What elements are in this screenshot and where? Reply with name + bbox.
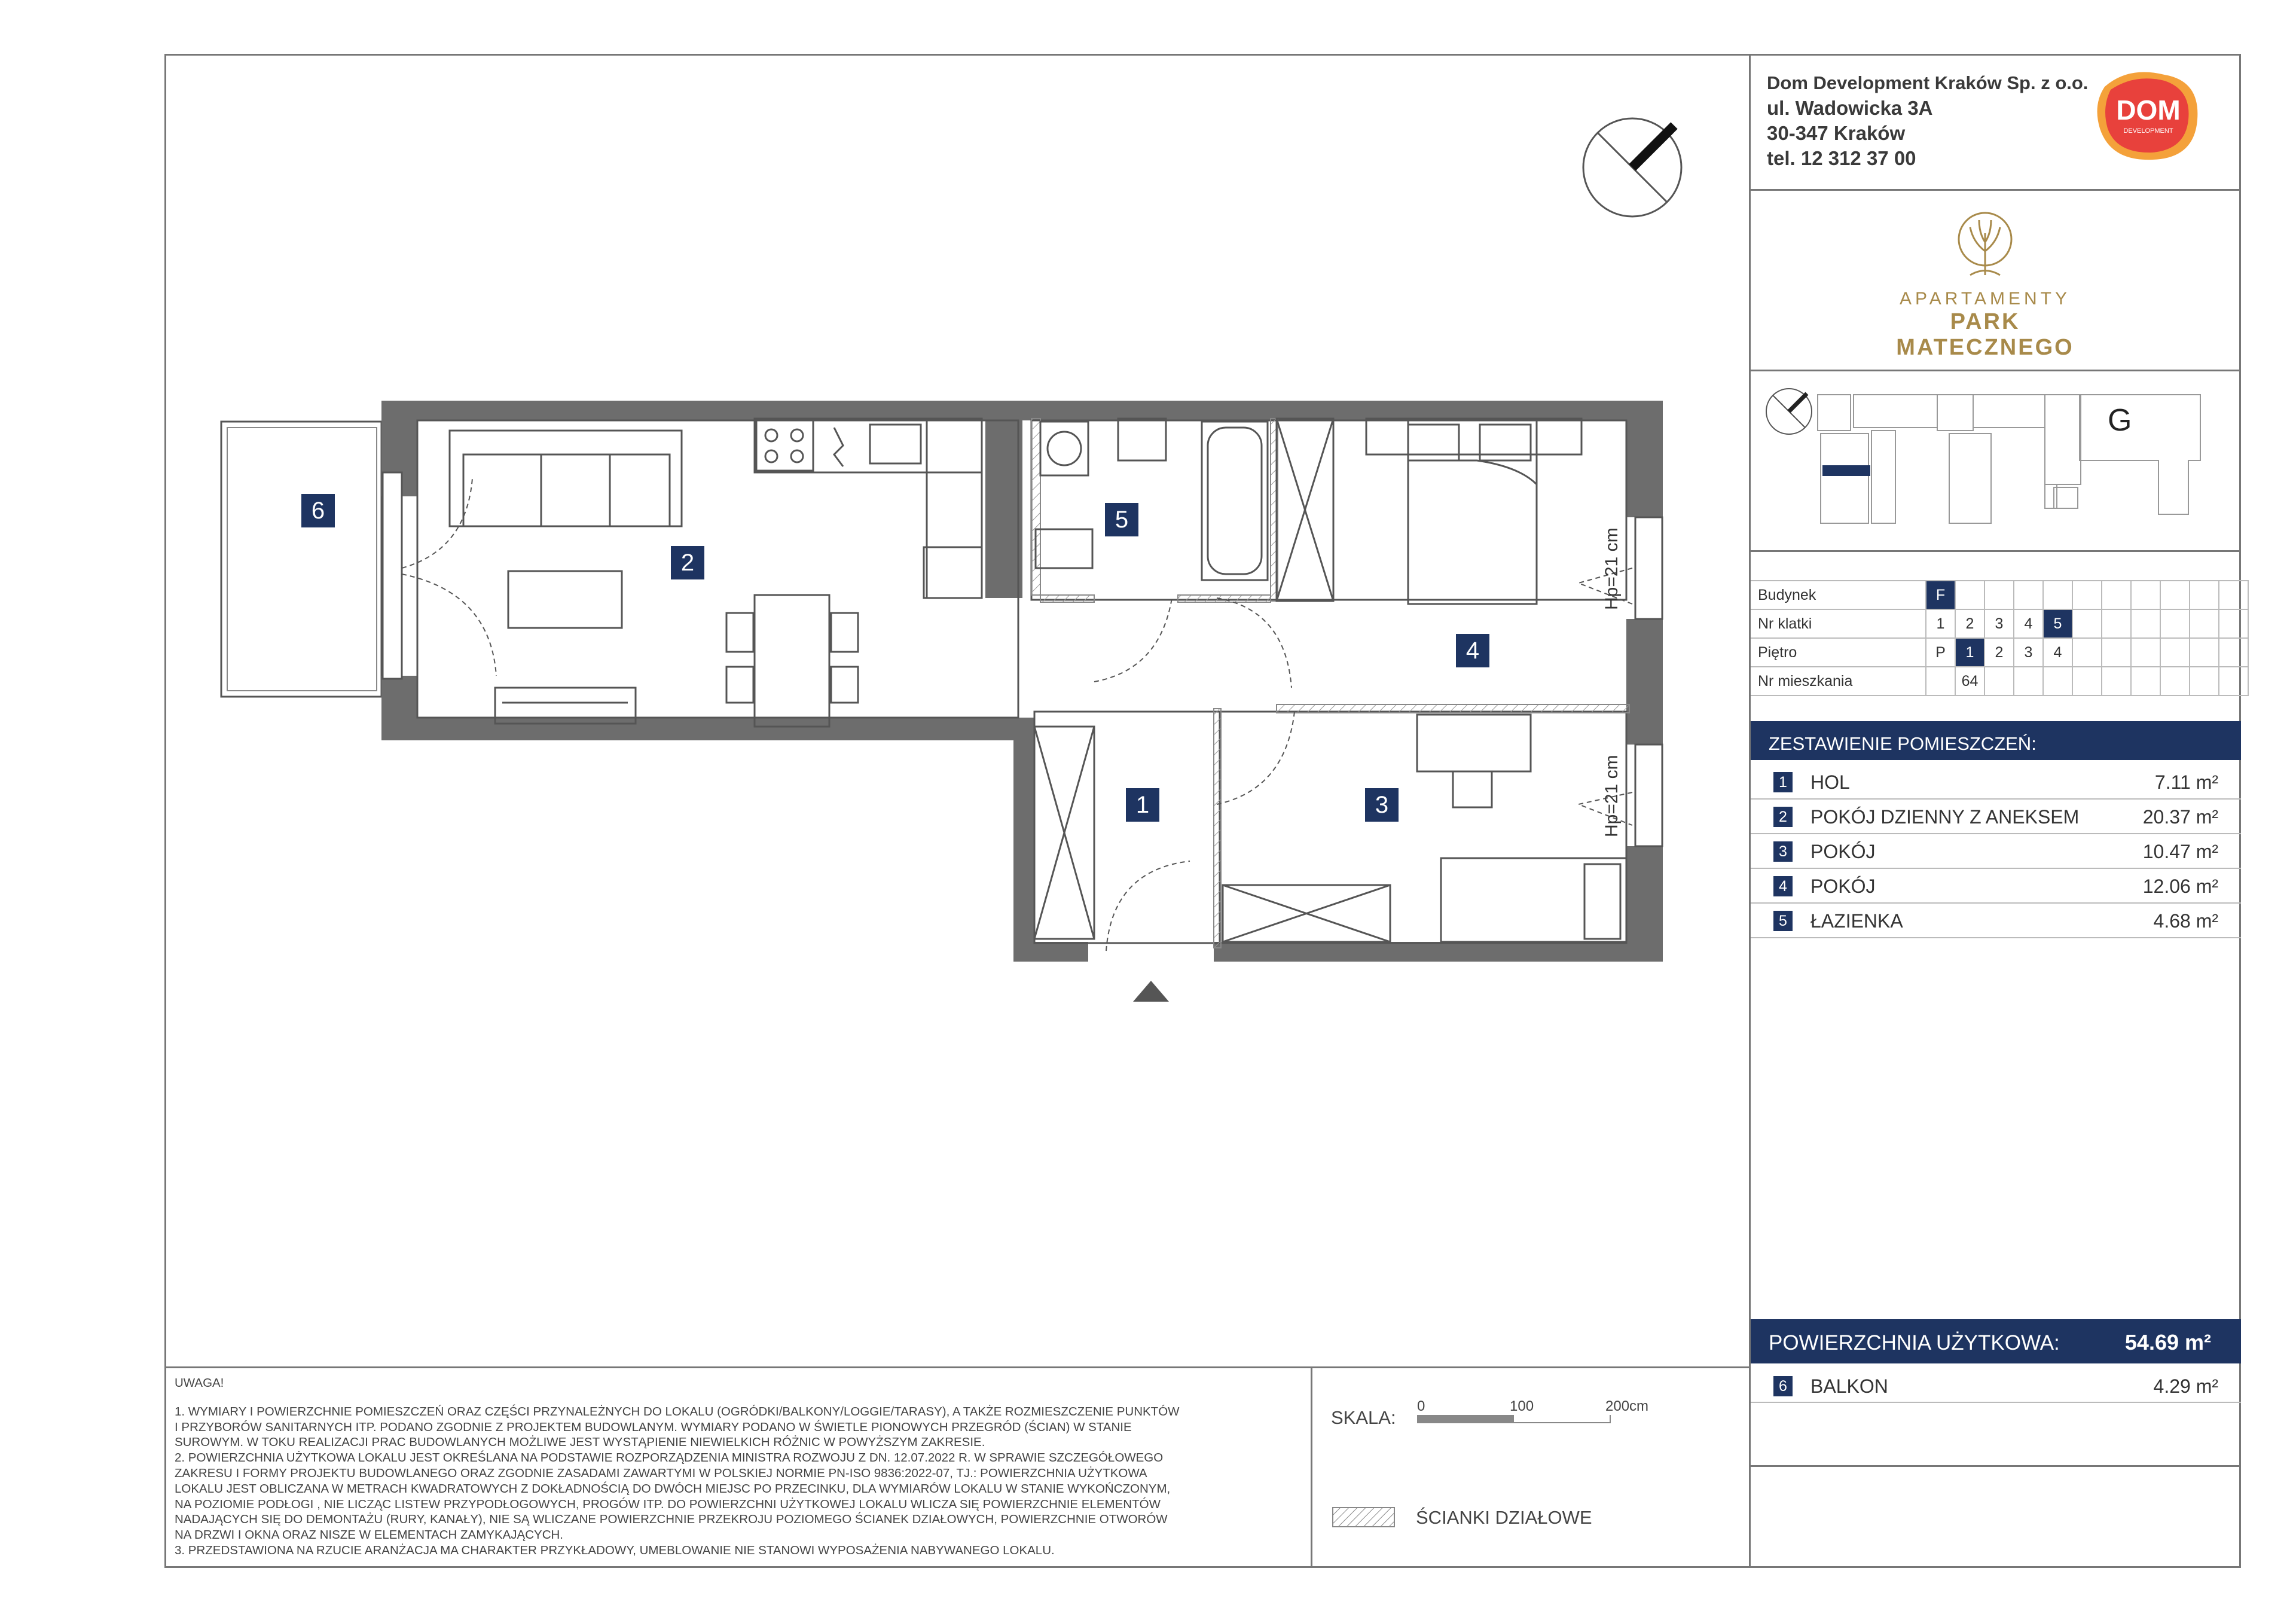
- cell-pietro: 3: [2014, 638, 2043, 667]
- keyplan-building-label: G: [2108, 403, 2132, 438]
- north-compass-icon: [1583, 118, 1681, 216]
- cell-empty: [2160, 581, 2190, 609]
- cell-empty: [2131, 609, 2160, 638]
- tree-icon: [1952, 209, 2018, 281]
- notes-heading: UWAGA!: [175, 1376, 224, 1390]
- room-num: 5: [1773, 911, 1793, 931]
- cell-empty: [2160, 667, 2190, 695]
- room-row: [1751, 764, 2241, 800]
- cell-empty: [1984, 581, 2014, 609]
- project-brand: [1866, 209, 2105, 361]
- row-budynek: [1751, 581, 2248, 609]
- room-row: [1751, 903, 2241, 938]
- room-name: HOL: [1810, 771, 1850, 793]
- scale-tick-200: 200cm: [1605, 1398, 1649, 1414]
- label-mieszkanie: Nr mieszkania: [1751, 667, 1926, 695]
- cell-empty: [2190, 638, 2219, 667]
- notes: [175, 1375, 1299, 1558]
- room-num: 2: [1773, 807, 1793, 827]
- logo-text-top: DOM: [2116, 94, 2181, 126]
- divider-balcony: [1749, 1465, 2241, 1467]
- room-name: ŁAZIENKA: [1810, 910, 1903, 932]
- room-area: 10.47 m²: [2142, 841, 2218, 862]
- bathroom-fixtures: [1036, 419, 1333, 601]
- notes-line: NADAJĄCYCH SIĘ DO DEMONTAŻU (RURY, KANAŁY), NIE SĄ WLICZANE POWIERZCHNIE PRZEKROJU POZIOMEGO ŚCIANEK DZIAŁOWYCH, POWIERZCHNIE OTWORÓW: [175, 1512, 1168, 1527]
- row-mieszkanie: [1751, 667, 2248, 695]
- room-area: 7.11 m²: [2154, 771, 2218, 793]
- cell-empty: [2131, 581, 2160, 609]
- company-name: Dom Development Kraków Sp. z o.o.: [1767, 72, 2089, 93]
- cell-empty: [2072, 667, 2102, 695]
- dom-development-logo: [2087, 63, 2206, 164]
- cell-budynek: F: [1926, 581, 1955, 609]
- divider-scale: [1311, 1366, 1312, 1568]
- room-area: 4.29 m²: [2153, 1375, 2218, 1397]
- entrance-arrow-icon: [1133, 981, 1169, 1002]
- company-street: ul. Wadowicka 3A: [1767, 97, 1933, 119]
- row-klatka: [1751, 609, 2248, 638]
- coffee-table: [508, 571, 622, 628]
- cell-empty: [2043, 581, 2072, 609]
- label-klatka: Nr klatki: [1751, 609, 1926, 638]
- notes-line: 3. PRZEDSTAWIONA NA RZUCIE ARANŻACJA MA CHARAKTER PRZYKŁADOWY, UMEBLOWANIE NIE STANOWI WYPOSAŻENIA NABYWANEGO LOKALU.: [175, 1543, 1055, 1557]
- notes-line: ZAKRESU I FORMY PROJEKTU BUDOWLANEGO ORAZ ZGODNIE ZASADAMI ZAWARTYMI W POLSKIEJ NORMIE PN-ISO 9836:2022-07, TJ.: POWIERZCHNIA UŻYTKOWA: [175, 1466, 1147, 1480]
- label-budynek: Budynek: [1751, 581, 1926, 609]
- rooms-header: [1751, 721, 2241, 760]
- room-num: 6: [1773, 1376, 1793, 1396]
- room-area: 4.68 m²: [2153, 910, 2218, 932]
- cell-empty: [2102, 638, 2131, 667]
- scale-tick-0: 0: [1417, 1398, 1425, 1414]
- notes-line: I PRZYBORÓW SANITARNYCH ITP. PODANO ZGODNIE Z PROJEKTEM BUDOWLANYM. WYMIARY PODANO W ŚWIETLE PIONOWYCH PRZEGRÓD (ŚCIAN) W STANIE: [175, 1420, 1132, 1434]
- room-row: [1751, 834, 2241, 869]
- room-name: POKÓJ: [1810, 875, 1876, 897]
- scale-label: SKALA:: [1331, 1407, 1396, 1428]
- cell-empty: [1955, 581, 1984, 609]
- room-num: 4: [1773, 876, 1793, 896]
- total-label: POWIERZCHNIA UŻYTKOWA:: [1769, 1331, 2060, 1354]
- divider-keyplan: [1749, 550, 2241, 552]
- cell-empty: [2072, 609, 2102, 638]
- cell-empty: [1926, 667, 1955, 695]
- room-label-4: 4: [1456, 634, 1489, 667]
- partition-walls: [1031, 419, 1629, 948]
- legend-hatch-swatch: [1332, 1507, 1395, 1527]
- exterior-walls: [381, 401, 1663, 962]
- room-area: 12.06 m²: [2142, 875, 2218, 897]
- room-row: [1751, 799, 2241, 834]
- room-row: [1751, 868, 2241, 904]
- kitchen: [755, 419, 982, 598]
- cell-empty: [2190, 581, 2219, 609]
- room-name: POKÓJ: [1810, 841, 1876, 862]
- key-plan: [1764, 383, 2230, 538]
- notes-line: SUROWYM. W TOKU REALIZACJI PRAC BUDOWLANYCH MOŻLIWE JEST WYSTĄPIENIE NIEWIELKICH RÓŻNIC W POWYŻSZYM ZAKRESIE.: [175, 1435, 985, 1450]
- cell-empty: [2102, 581, 2131, 609]
- cell-empty: [2131, 667, 2160, 695]
- total-area: 54.69 m²: [2124, 1330, 2211, 1354]
- cell-empty: [2190, 609, 2219, 638]
- rooms-header-text: ZESTAWIENIE POMIESZCZEŃ:: [1769, 733, 2037, 754]
- cell-empty: [2072, 638, 2102, 667]
- balcony-row: [1751, 1368, 2241, 1403]
- room-num: 1: [1773, 772, 1793, 792]
- scale-tick-100: 100: [1510, 1398, 1534, 1414]
- cell-empty: [2131, 638, 2160, 667]
- room-label-2: 2: [671, 546, 704, 579]
- cell-empty: [2190, 667, 2219, 695]
- sofa: [450, 431, 682, 526]
- company-phone: tel. 12 312 37 00: [1767, 147, 1916, 169]
- cell-mieszkanie: 64: [1955, 667, 1984, 695]
- notes-line: 2. POWIERZCHNIA UŻYTKOWA LOKALU JEST OKREŚLANA NA PODSTAWIE ROZPORZĄDZENIA MINISTRA ROZWOJU Z DN. 12.07.2022 R. W SPRAWIE SZCZEGÓŁOWEGO: [175, 1451, 1164, 1465]
- cell-klatka: 4: [2014, 609, 2043, 638]
- cell-pietro: P: [1926, 638, 1955, 667]
- cell-empty: [2160, 638, 2190, 667]
- company-city: 30-347 Kraków: [1767, 122, 1906, 144]
- cell-empty: [2072, 581, 2102, 609]
- cell-empty: [2014, 581, 2043, 609]
- room-num: 3: [1773, 841, 1793, 862]
- cell-empty: [2219, 667, 2248, 695]
- info-table: [1751, 580, 2249, 696]
- notes-line: 1. WYMIARY I POWIERZCHNIE POMIESZCZEŃ ORAZ CZĘŚCI PRZYNALEŻNYCH DO LOKALU (OGRÓDKI/BALKONY/LOGGIE/TARASY), A TAKŻE ROZMIESZCZENIE PUNKTÓW: [175, 1404, 1180, 1418]
- cell-klatka: 1: [1926, 609, 1955, 638]
- cell-pietro: 2: [1984, 638, 2014, 667]
- cell-empty: [2102, 667, 2131, 695]
- hall-wardrobe: [1034, 727, 1094, 939]
- cell-klatka: 5: [2043, 609, 2072, 638]
- cell-klatka: 2: [1955, 609, 1984, 638]
- cell-empty: [2219, 609, 2248, 638]
- window-height-label: Hp=21 cm: [1602, 755, 1622, 837]
- cell-klatka: 3: [1984, 609, 2014, 638]
- divider-brand: [1749, 370, 2241, 371]
- project-line2: PARK MATECZNEGO: [1896, 309, 2074, 360]
- dining-table: [726, 595, 858, 727]
- keyplan-apartment-marker: [1822, 465, 1870, 476]
- room-label-6: 6: [301, 494, 335, 527]
- room-label-3: 3: [1365, 788, 1399, 822]
- label-pietro: Piętro: [1751, 638, 1926, 667]
- room-label-1: 1: [1126, 788, 1159, 822]
- bed-room-4: [1366, 419, 1581, 604]
- balcony: [221, 422, 381, 697]
- room-name: BALKON: [1810, 1375, 1888, 1397]
- divider-notes: [164, 1366, 1750, 1368]
- cell-empty: [2219, 581, 2248, 609]
- notes-line: LOKALU JEST OBLICZANA W METRACH KWADRATOWYCH Z DOKŁADNOŚCIĄ DO DWÓCH MIEJSC PO PRZECINKU, DLA WYMIARÓW LOKALU W STANIE WYKOŃCZONYM,: [175, 1481, 1171, 1496]
- cell-empty: [2160, 609, 2190, 638]
- scale-bar: [1417, 1415, 1514, 1423]
- room-area: 20.37 m²: [2142, 806, 2218, 828]
- project-line1: APARTAMENTY: [1899, 289, 2071, 309]
- cell-empty: [2043, 667, 2072, 695]
- room-name: POKÓJ DZIENNY Z ANEKSEM: [1810, 806, 2080, 828]
- window-height-label: Hp=21 cm: [1602, 527, 1622, 610]
- scale-bar-half: [1514, 1415, 1611, 1423]
- divider-company: [1749, 189, 2241, 191]
- row-pietro: [1751, 638, 2248, 667]
- cell-empty: [2014, 667, 2043, 695]
- cell-empty: [2102, 609, 2131, 638]
- total-area-bar: [1751, 1319, 2241, 1363]
- cell-pietro: 4: [2043, 638, 2072, 667]
- legend-label: ŚCIANKI DZIAŁOWE: [1416, 1507, 1592, 1528]
- cell-empty: [1984, 667, 2014, 695]
- company-info: [1767, 71, 2088, 171]
- cell-empty: [2219, 638, 2248, 667]
- notes-line: NA POZIOMIE PODŁOGI , NIE LICZĄC LISTEW PRZYPODŁOGOWYCH, PROGÓW ITP. DO POWIERZCHNI UŻYTKOWEJ LOKALU WLICZA SIĘ POWIERZCHNIE ELEMENTÓW: [175, 1497, 1161, 1511]
- bed-room-3: [1223, 715, 1626, 942]
- notes-line: NA DRZWI I OKNA ORAZ NISZE W ELEMENTACH ZAMYKAJĄCYCH.: [175, 1528, 563, 1542]
- room-label-5: 5: [1105, 503, 1138, 536]
- cell-pietro: 1: [1955, 638, 1984, 667]
- logo-text-bottom: DEVELOPMENT: [2123, 127, 2173, 135]
- keyplan-compass-icon: [1766, 389, 1812, 434]
